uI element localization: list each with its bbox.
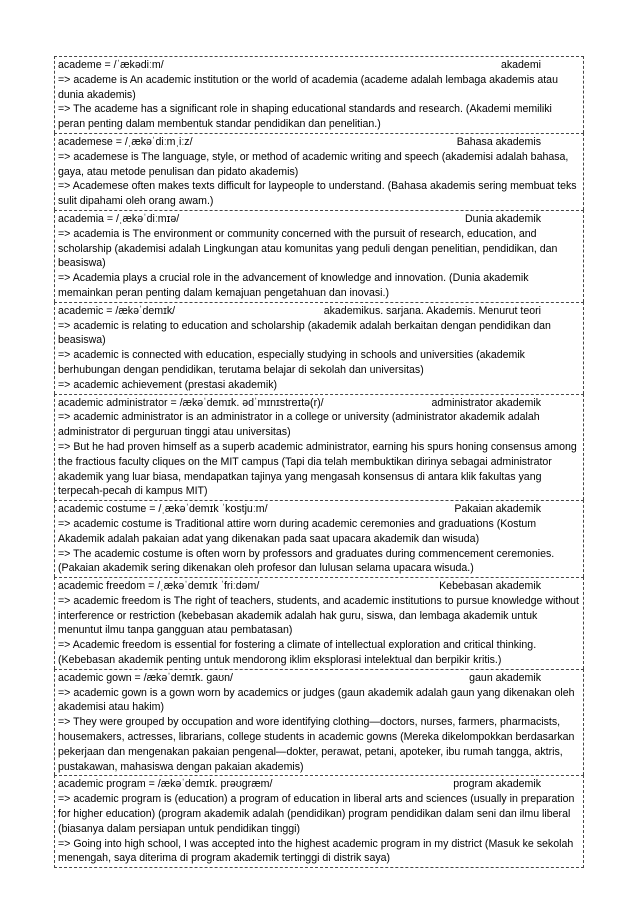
vocabulary-entry (54, 394, 584, 501)
entry-term-pronunciation: academic program = /ækəˈdemɪk. prəʊɡræm/ (58, 778, 273, 791)
entry-definition-line: => academic is connected with education, especially studying in schools and universities (akademik berhubungan dengan pendidikan, terutama belajar di sekolah dan universitas) (58, 349, 525, 376)
entry-definition-line: => academic program is (education) a program of education in liberal arts and sciences (usually in preparation for higher education) (program akademik adalah (pendidikan) program pendidikan dalam seni dan ilmu liberal (biasanya dalam persiapan untuk pendidikan tinggi) (58, 793, 575, 835)
entry-heading (58, 502, 581, 517)
entry-definition-line: => academic administrator is an administrator in a college or university (administrator akademik adalah administrator di perguruan tinggi atau universitas) (58, 411, 540, 439)
entry-definition-line: => Going into high school, I was accepted into the highest academic program in my district (Masuk ke sekolah menengah, saya diterima di program akademik tertinggi di distrik saya) (58, 837, 574, 865)
entry-definition-line: => academia is The environment or community concerned with the pursuit of research, education, and scholarship (akademisi adalah Lingkungan atau komunitas yang peduli dengan penelitian, pendidikan, dan beasiswa) (58, 227, 558, 270)
entry-term-pronunciation: academic freedom = /ˌækəˈdemɪk ˈfriːdəm/ (58, 580, 260, 593)
entry-definition-line: => Academic freedom is essential for fostering a climate of intellectual exploration and critical thinking. (Kebebasan akademik penting untuk mendorong iklim eksplorasi intelektual dan berpikir kritis.) (58, 639, 537, 667)
entry-term-pronunciation: academic = /ækəˈdemɪk/ (58, 304, 176, 317)
entry-heading (58, 212, 581, 227)
entry-definition-line: => Academese often makes texts difficult for laypeople to understand. (Bahasa akademis sering membuat teks sulit dipahami oleh orang awam.) (58, 180, 577, 208)
entry-heading (58, 579, 581, 594)
vocabulary-entry (54, 669, 584, 776)
entry-definition-line: => academese is The language, style, or method of academic writing and speech (akademisi adalah bahasa, gaya, atau metode penulisan dan pidato akademis) (58, 150, 569, 178)
entry-heading (58, 671, 581, 686)
entry-term-pronunciation: academe = /ˈækədiːm/ (58, 59, 164, 71)
vocabulary-document (54, 56, 584, 868)
entry-definition-line: => They were grouped by occupation and wore identifying clothing—doctors, nurses, farmers, pharmacists, housemakers, actresses, librarians, college students in academic gowns (Mereka dikelompokkan berdasarkan pekerjaan dan mengenakan pakaian pengenal—dokter, perawat, petani, apoteker, ibu rumah tangga, aktris, pustakawan, mahasiswa dengan pakaian akademis) (58, 716, 575, 773)
vocabulary-entry (54, 577, 584, 669)
entry-translation: akademi (500, 59, 541, 71)
vocabulary-entry (54, 500, 584, 577)
entry-term-pronunciation: academese = /ˌækəˈdiːmˌiːz/ (58, 135, 193, 148)
entry-translation: Pakaian akademik (454, 503, 541, 516)
entry-translation: gaun akademik (469, 671, 541, 684)
vocabulary-entry (54, 210, 584, 302)
entry-translation: Bahasa akademis (456, 135, 541, 148)
vocabulary-entry (54, 775, 584, 868)
entry-heading (58, 396, 581, 411)
entry-translation: Dunia akademik (465, 212, 541, 225)
entry-translation: administrator akademik (431, 396, 541, 409)
entry-term-pronunciation: academic administrator = /ækəˈdemɪk. ədˈmɪnɪstreɪtə(r)/ (58, 396, 324, 409)
entry-definition-line: => academic achievement (prestasi akademik) (58, 378, 278, 391)
entry-translation: Kebebasan akademik (439, 580, 541, 593)
entry-definition-line: => academic is relating to education and scholarship (akademik adalah berkaitan dengan pendidikan dan beasiswa) (58, 319, 551, 347)
entry-heading (58, 777, 581, 792)
entry-definition-line: => The academe has a significant role in shaping educational standards and research. (Akademi memiliki peran penting dalam membentuk standar pendidikan dan penelitian.) (58, 103, 552, 131)
vocabulary-entry (54, 56, 584, 133)
entry-definition-line: => academic freedom is The right of teachers, students, and academic institutions to pursue knowledge without interference or restriction (kebebasan akademik adalah hak guru, siswa, dan lembaga akademik untuk menuntut ilmu tanpa gangguan atau pembatasan) (58, 594, 579, 637)
entry-term-pronunciation: academic costume = /ˌækəˈdemɪk ˈkostjuːm/ (58, 503, 268, 516)
entry-definition-line: => academic gown is a gown worn by academics or judges (gaun akademik adalah gaun yang dikenakan oleh akademisi atau hakim) (58, 686, 575, 714)
entry-term-pronunciation: academia = /ˌækəˈdiːmɪə/ (58, 212, 180, 225)
entry-definition-line: => Academia plays a crucial role in the advancement of knowledge and innovation. (Dunia akademik memainkan peran penting dalam kemajuan pengetahuan dan inovasi.) (58, 272, 529, 299)
vocabulary-entry (54, 133, 584, 210)
entry-definition-line: => academic costume is Traditional attire worn during academic ceremonies and graduations (Kostum Akademik adalah pakaian adat yang dikenakan pada saat upacara akademik dan wisuda) (58, 517, 537, 545)
entry-definition-line: => The academic costume is often worn by professors and graduates during commencement ceremonies. (Pakaian akademik sering dikenakan oleh profesor dan lulusan selama upacara wisuda.) (58, 547, 555, 575)
entry-heading (58, 135, 581, 150)
entry-heading (58, 58, 581, 73)
entry-definition-line: => academe is An academic institution or the world of academia (academe adalah lembaga akademis atau dunia akademis) (58, 73, 558, 101)
entry-term-pronunciation: academic gown = /ækəˈdemɪk. ɡaʊn/ (58, 671, 233, 684)
vocabulary-entry (54, 302, 584, 394)
entry-heading (58, 304, 581, 319)
entry-definition-line: => But he had proven himself as a superb academic administrator, earning his spurs honing consensus among the fractious faculty cliques on the MIT campus (Tapi dia telah membuktikan dirinya sebagai administrator akademik yang luar biasa, mendapatkan tajinya yang mengasah konsensus di antara klik fakultas yang terpecah-pecah di kampus MIT) (58, 440, 577, 498)
entry-translation: akademikus. sarjana. Akademis. Menurut teori (323, 304, 541, 317)
entry-translation: program akademik (453, 778, 541, 791)
